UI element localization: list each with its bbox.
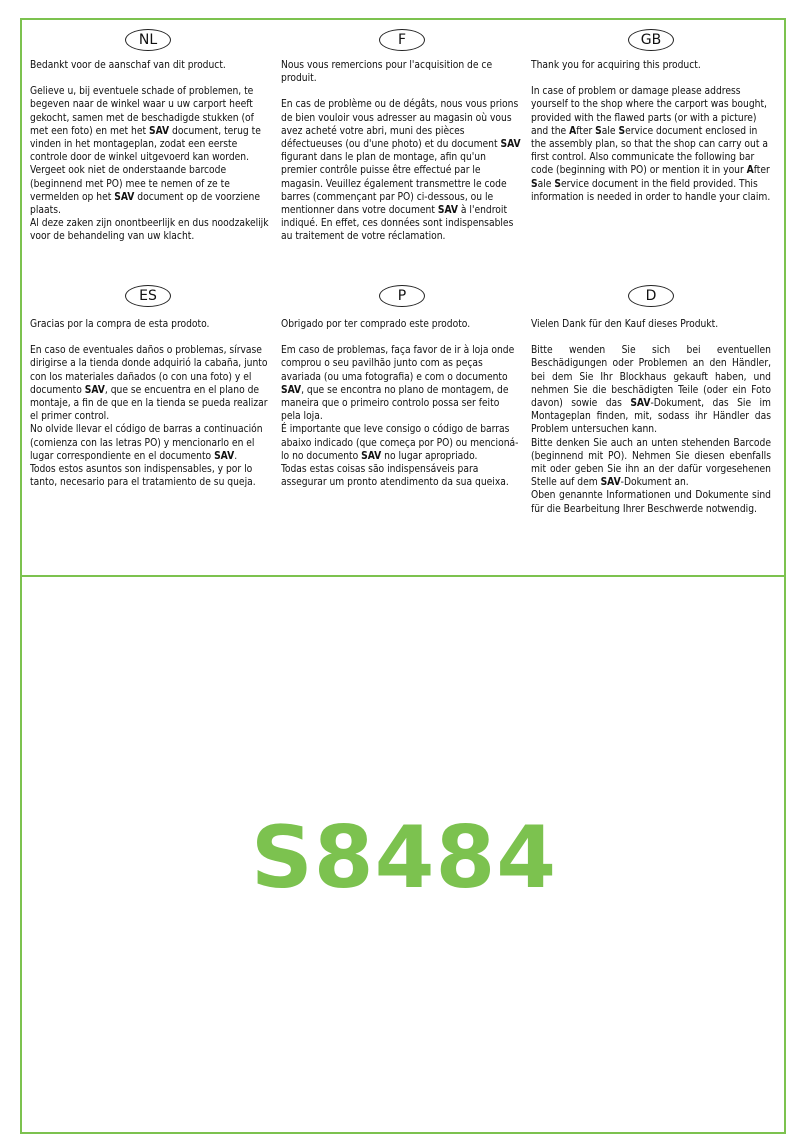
lang-badge-f: F (379, 29, 425, 51)
lang-badge-es: ES (125, 285, 171, 307)
section-nl (30, 59, 270, 244)
nl-thanks: Bedankt voor de aanschaf van dit product. (30, 60, 226, 71)
section-divider (20, 575, 786, 577)
section-es (30, 318, 270, 489)
d-thanks: Vielen Dank für den Kauf dieses Produkt. (531, 319, 719, 330)
lang-badge-d: D (628, 285, 674, 307)
nl-instructions: Gelieve u, bij eventuele schade of problemen, te begeven naar de winkel waar u uw carport heeft gekocht, samen met de beschadigde stukken (of met een foto) en met het SAV document, terug te vinden in het montageplan, zodat een eerste controle door de winkel uitgevoerd kan worden. Vergeet ook niet de onderstaande barcode (beginnend met PO) mee te nemen of ze te vermelden op het SAV document op de voorziene plaats. Al deze zaken zijn onontbeerlijk en dus noodzakelijk voor de behandeling van uw klacht. (30, 86, 269, 243)
p-instructions: Em caso de problemas, faça favor de ir à loja onde comprou o seu pavilhão junto com as peças avariada (ou uma fotografia) e com o documento SAV, que se encontra no plano de montagem, de maneira que o primeiro controlo possa ser feito pela loja. É importante que leve consigo o código de barras abaixo indicado (que começa por PO) ou mencioná-lo no documento SAV no lugar apropriado. Todas estas coisas são indispensáveis para assegurar um pronto atendimento da sua queixa. (281, 345, 519, 489)
product-code: S8484 (250, 808, 558, 908)
section-gb (531, 59, 771, 204)
section-f (281, 59, 521, 244)
es-instructions: En caso de eventuales daños o problemas, sírvase dirigirse a la tienda donde adquirió la cabaña, junto con los materiales dañados (o con una foto) y el documento SAV, que se encuentra en el plano de montaje, a fin de que en la tienda se pueda realizar el primer control. No olvide llevar el código de barras a continuación (comienza con las letras PO) y mencionarlo en el lugar correspondiente en el documento SAV. Todos estos asuntos son indispensables, y por lo tanto, necesario para el tratamiento de su queja. (30, 345, 268, 489)
d-instructions: Bitte wenden Sie sich bei eventuellen Beschädigungen oder Problemen an den Händler, bei dem Sie Ihr Blockhaus gekauft haben, und nehmen Sie die beschädigten Teile (oder ein Foto davon) sowie das SAV-Dokument, das Sie im Montageplan finden, mit, sodass ihr Händler das Problem untersuchen kann. Bitte denken Sie auch an unten stehenden Barcode (beginnend mit PO). Nehmen Sie diesen ebenfalls mit oder geben Sie ihn an der dafür vorgesehenen Stelle auf dem SAV-Dokument an. Oben genannte Informationen und Dokumente sind für die Bearbeitung Ihrer Beschwerde notwendig. (531, 345, 771, 515)
lang-badge-p: P (379, 285, 425, 307)
gb-instructions: In case of problem or damage please address yourself to the shop where the carport was bought, provided with the flawed parts (or with a picture) and the After Sale Service document enclosed in the assembly plan, so that the shop can carry out a first control. Also communicate the following bar code (beginning with PO) or mention it in your After Sale Service document in the field provided. This information is needed in order to handle your claim. (531, 86, 771, 203)
gb-thanks: Thank you for acquiring this product. (531, 60, 701, 71)
f-instructions: En cas de problème ou de dégâts, nous vous prions de bien vouloir vous adresser au magasin où vous avez acheté votre abri, muni des pièces défectueuses (ou d'une photo) et du document SAV figurant dans le plan de montage, afin qu'un premier contrôle puisse être effectué par le magasin. Veuillez également transmettre le code barres (commençant par PO) ci-dessous, ou le mentionner dans votre document SAV à l'endroit indiqué. En effet, ces données sont indispensables au traitement de votre réclamation. (281, 99, 521, 243)
f-thanks: Nous vous remercions pour l'acquisition de ce produit. (281, 60, 493, 85)
es-thanks: Gracias por la compra de esta prodoto. (30, 319, 210, 330)
section-d (531, 318, 771, 516)
lang-badge-nl: NL (125, 29, 171, 51)
section-p (281, 318, 521, 489)
p-thanks: Obrigado por ter comprado este prodoto. (281, 319, 471, 330)
lang-badge-gb: GB (628, 29, 674, 51)
